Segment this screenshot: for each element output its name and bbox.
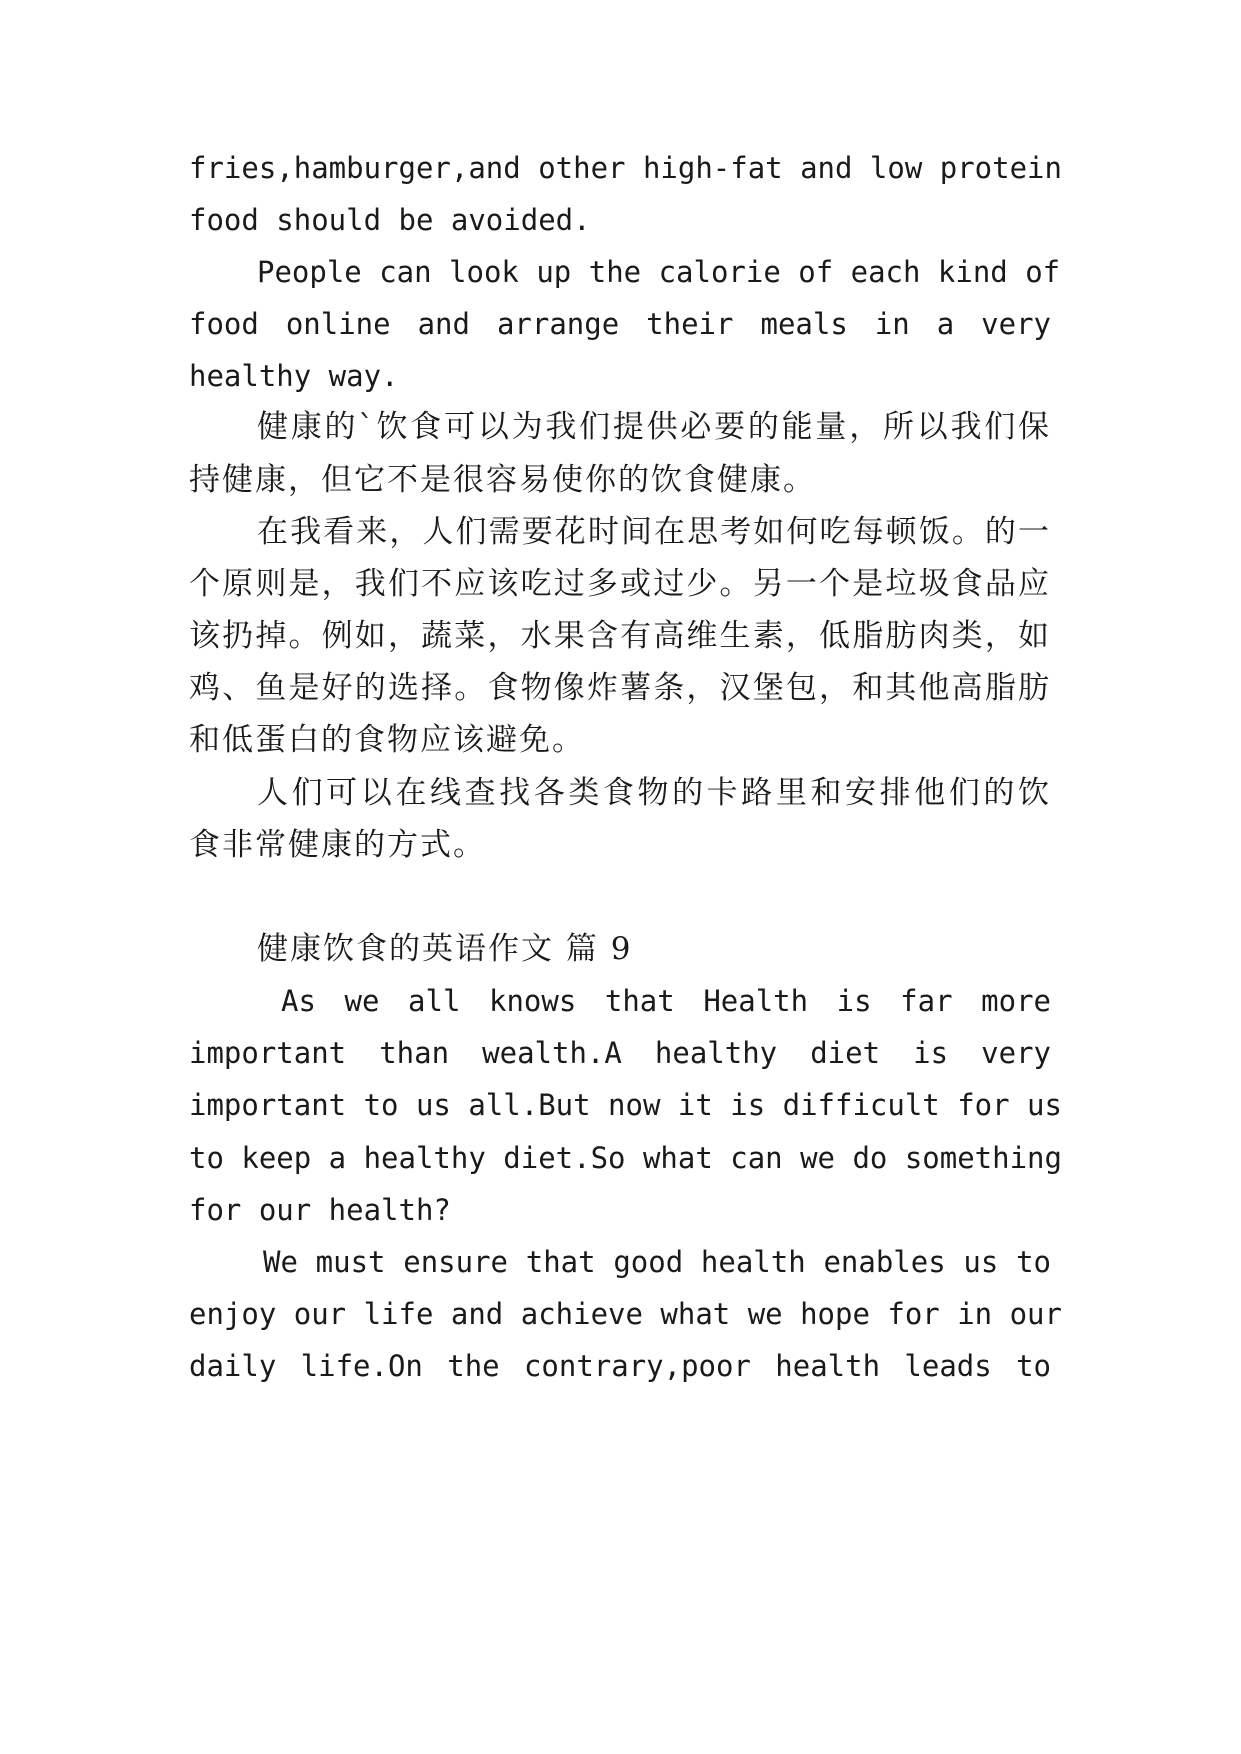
text-line: daily life.On the contrary,poor health leads to bbox=[189, 1349, 1051, 1383]
text-line: 个原则是，我们不应该吃过多或过少。另一个是垃圾食品应 bbox=[189, 566, 1051, 602]
section-heading: 健康饮食的英语作文 篇 9 bbox=[257, 931, 633, 967]
text-line: fries,hamburger,and other high-fat and low protein bbox=[189, 151, 1062, 185]
text-line: food online and arrange their meals in a very bbox=[189, 307, 1051, 341]
text-line: 和低蛋白的食物应该避免。 bbox=[189, 722, 585, 758]
text-line: enjoy our life and achieve what we hope for in our bbox=[189, 1297, 1062, 1331]
text-line: important than wealth.A healthy diet is very bbox=[189, 1036, 1051, 1070]
text-line: to keep a healthy diet.So what can we do something bbox=[189, 1141, 1062, 1175]
text-line: for our health? bbox=[189, 1193, 451, 1227]
text-line: important to us all.But now it is difficult for us bbox=[189, 1088, 1062, 1122]
text-line: food should be avoided. bbox=[189, 203, 591, 237]
paragraph-start: People can look up the calorie of each kind of bbox=[257, 255, 1061, 289]
text-line: 该扔掉。例如，蔬菜，水果含有高维生素，低脂肪肉类，如 bbox=[189, 618, 1051, 654]
paragraph-start: 在我看来，人们需要花时间在思考如何吃每顿饭。的一 bbox=[257, 514, 1051, 550]
paragraph-start: 人们可以在线查找各类食物的卡路里和安排他们的饮 bbox=[257, 775, 1051, 811]
paragraph-start: As we all knows that Health is far more bbox=[281, 984, 1051, 1018]
paragraph-start: We must ensure that good health enables us to bbox=[263, 1245, 1051, 1279]
text-line: 食非常健康的方式。 bbox=[189, 827, 486, 863]
paragraph-start: 健康的`饮食可以为我们提供必要的能量，所以我们保 bbox=[257, 409, 1051, 445]
text-line: healthy way. bbox=[189, 359, 399, 393]
text-line: 持健康，但它不是很容易使你的饮食健康。 bbox=[189, 462, 816, 498]
text-line: 鸡、鱼是好的选择。食物像炸薯条，汉堡包，和其他高脂肪 bbox=[189, 670, 1051, 706]
